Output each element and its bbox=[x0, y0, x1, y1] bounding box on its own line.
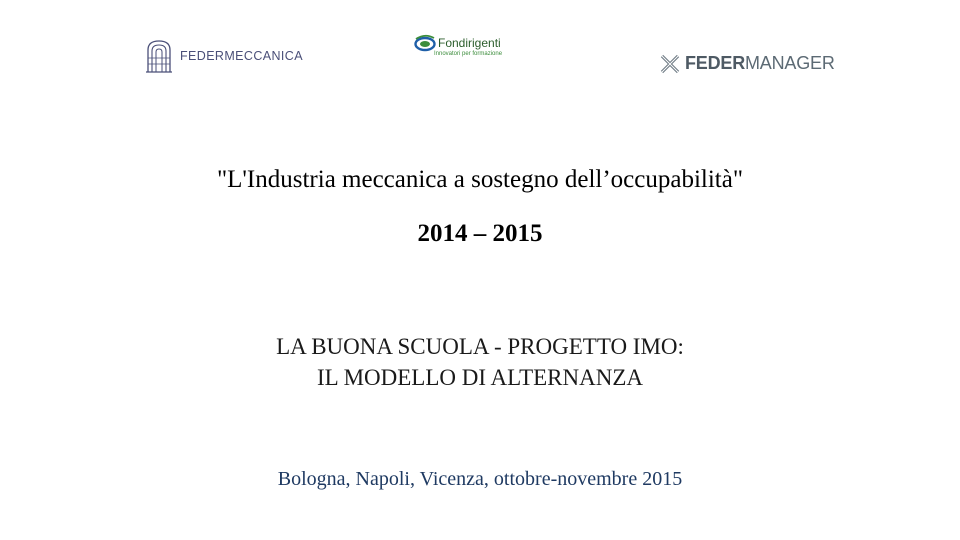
federmanager-wordmark bbox=[685, 53, 835, 74]
place-date-line: Bologna, Napoli, Vicenza, ottobre-novembre 2015 bbox=[277, 468, 683, 490]
federmanager-wordmark-bold: FEDER bbox=[685, 53, 746, 73]
federmeccanica-wordmark: FEDERMECCANICA bbox=[180, 49, 303, 63]
federmeccanica-emblem-icon bbox=[144, 38, 174, 74]
fondirigenti-logo bbox=[414, 32, 502, 57]
fondirigenti-wordmark: Fondirigenti bbox=[438, 36, 501, 50]
years-heading: 2014 – 2015 bbox=[417, 220, 543, 247]
federmanager-logo bbox=[660, 53, 835, 74]
page-title: "L'Industria meccanica a sostegno dell’occupabilità" bbox=[216, 166, 744, 193]
subtitle-line-1: LA BUONA SCUOLA - PROGETTO IMO: bbox=[276, 334, 684, 359]
federmanager-wordmark-thin: MANAGER bbox=[745, 53, 835, 73]
subtitle-line-2: IL MODELLO DI ALTERNANZA bbox=[316, 365, 643, 390]
subtitle bbox=[0, 331, 960, 393]
federmanager-x-icon bbox=[660, 54, 680, 74]
federmeccanica-logo bbox=[144, 38, 303, 74]
fondirigenti-tagline: Innovatori per formazione bbox=[434, 51, 503, 57]
fondirigenti-swoosh-icon bbox=[414, 32, 436, 54]
